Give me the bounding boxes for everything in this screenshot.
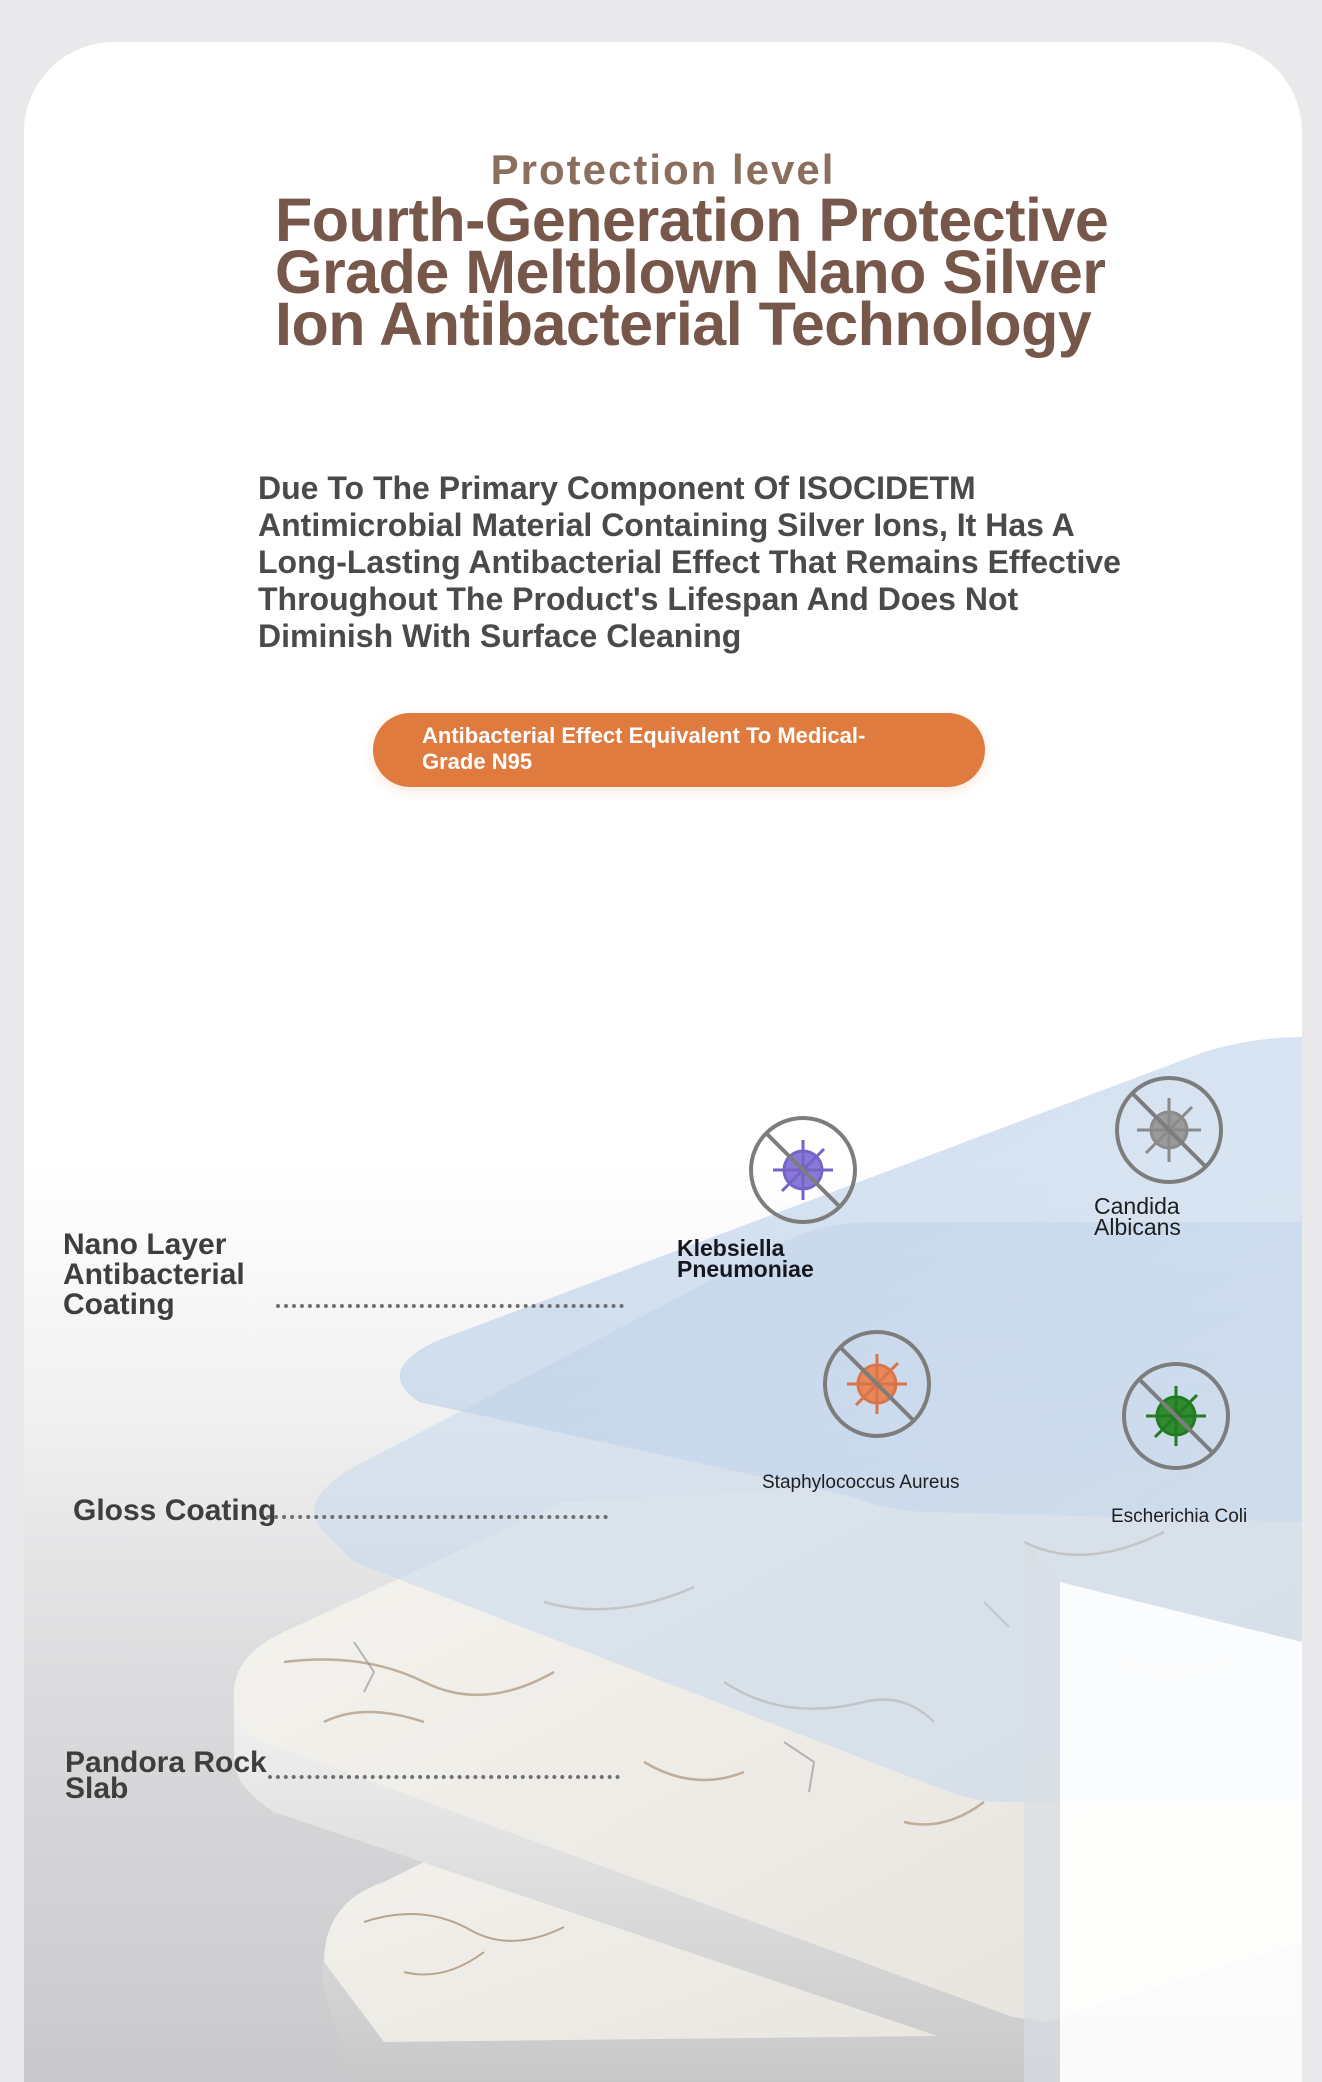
candida-virus-icon [1115,1076,1223,1184]
leader-line-nano [276,1304,624,1308]
microbe-label-candida: Candida Albicans [1094,1193,1181,1240]
n95-badge [373,713,985,787]
microbe-label-klebsiella: Klebsiella Pneumoniae [677,1235,814,1282]
microbe-label-staphylococcus: Staphylococcus Aureus [762,1472,960,1493]
layer-label-slab: Pandora Rock Slab [65,1746,267,1805]
layer-label-nano: Nano Layer Antibacterial Coating [63,1228,245,1321]
staphylococcus-virus-icon [823,1330,931,1438]
leader-line-gloss [266,1515,608,1519]
n95-badge-text: Antibacterial Effect Equivalent To Medical-Grade N95 [422,723,866,774]
page-title: Fourth-Generation Protective Grade Meltblown Nano Silver Ion Antibacterial Technology [275,186,1109,358]
section-eyebrow: Protection level [490,146,836,193]
description-text: Due To The Primary Component Of ISOCIDETM Antimicrobial Material Containing Silver Ions, It Has A Long-Lasting Antibacterial Effect That Remains Effective Throughout The Product's Lifespan And Does Not Diminish With Surface Cleaning [258,470,1121,654]
side-panel [1060,1582,1302,2082]
product-card [24,42,1302,2082]
layer-label-gloss: Gloss Coating [73,1494,277,1527]
ecoli-virus-icon [1122,1362,1230,1470]
leader-line-slab [268,1775,620,1779]
klebsiella-virus-icon [749,1116,857,1224]
microbe-label-ecoli: Escherichia Coli [1111,1506,1248,1527]
